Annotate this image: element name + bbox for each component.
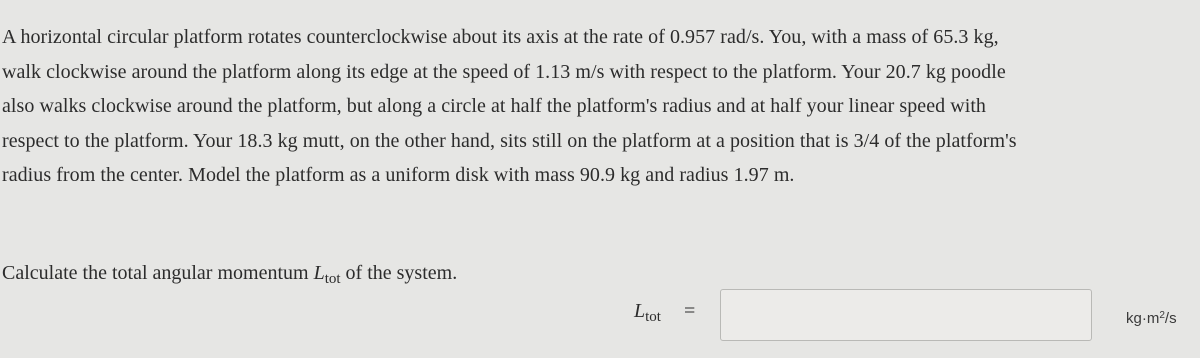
question-prompt [2, 258, 457, 288]
question-text-before: Calculate the total angular momentum [2, 262, 314, 284]
problem-statement [2, 20, 1194, 193]
answer-label-subscript: tot [645, 309, 661, 325]
equals-sign: = [684, 300, 696, 322]
unit-tail: /s [1164, 310, 1177, 327]
question-variable-letter: L [313, 262, 325, 284]
answer-input[interactable] [720, 289, 1092, 341]
answer-row [0, 288, 1200, 344]
unit-main: kg·m [1126, 310, 1160, 327]
unit-label [1126, 310, 1177, 327]
answer-label-letter: L [634, 300, 646, 322]
answer-label [634, 300, 661, 323]
problem-line-3: also walks clockwise around the platform, but along a circle at half the platform's radius and at half your linear speed with [2, 95, 986, 117]
problem-line-4: respect to the platform. Your 18.3 kg mutt, on the other hand, sits still on the platform at a position that is 3/4 of the platform's [2, 129, 1017, 152]
question-variable [313, 262, 341, 287]
question-text-after: of the system. [340, 262, 458, 284]
problem-line-2: walk clockwise around the platform along its edge at the speed of 1.13 m/s with respect to the platform. Your 20.7 kg poodle [2, 60, 1006, 83]
problem-line-5: radius from the center. Model the platform as a uniform disk with mass 90.9 kg and radius 1.97 m. [2, 164, 795, 186]
unit-exponent: 2 [1159, 310, 1165, 321]
question-variable-subscript: tot [324, 271, 341, 287]
problem-line-1: A horizontal circular platform rotates counterclockwise about its axis at the rate of 0.957 rad/s. You, with a mass of 65.3 kg, [2, 26, 999, 48]
